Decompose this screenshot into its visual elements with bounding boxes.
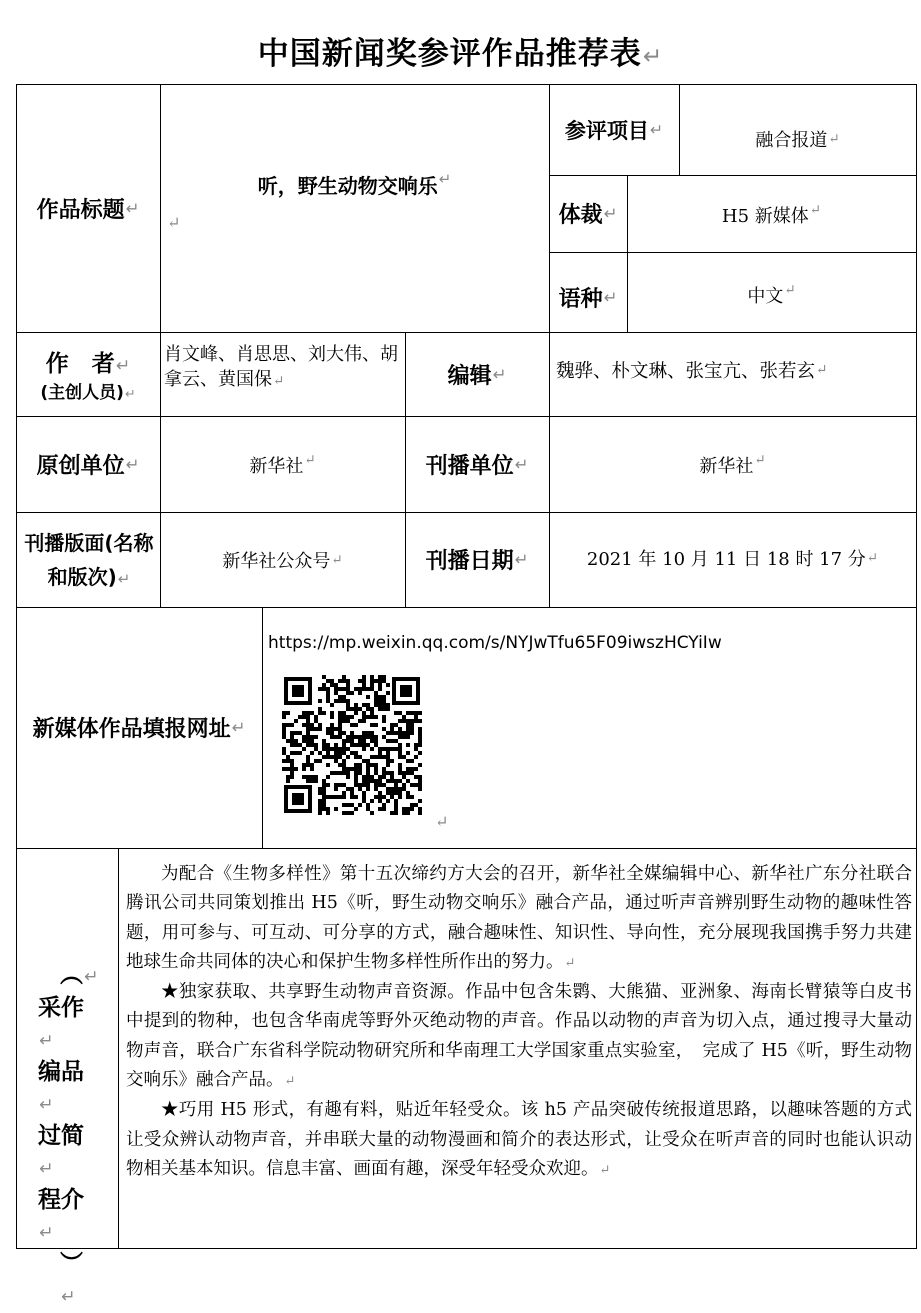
pub-date-label: 刊播日期 ↵: [425, 549, 529, 574]
pub-unit-label: 刊播单位 ↵: [425, 453, 529, 479]
editors-value: 魏骅、朴文琳、张宝亢、张若玄 ↵: [556, 361, 828, 382]
category-label: 参评项目 ↵: [564, 118, 664, 143]
process-summary: [126, 860, 912, 1185]
genre-label: 体裁 ↵: [558, 203, 618, 228]
author-label: 作 者↵ (主创人员)↵: [40, 351, 136, 403]
category-value: 融合报道 ↵: [755, 130, 840, 151]
summary-paragraph: 为配合《生物多样性》第十五次缔约方大会的召开，新华社全媒编辑中心、新华社广东分社联合腾讯公司共同策划推出 H5《听，野生动物交响乐》融合产品，通过听声音辨别野生动物的趣味性答题，用可参与、可互动、可分享的方式，融合趣味性、知识性、导向性，充分展现我国携手努力共建地球生命共同体的决心和保护生物多样性所作出的努力。↵: [126, 864, 912, 972]
url-label: 新媒体作品填报网址 ↵: [32, 717, 246, 742]
paragraph-mark-icon: ↵: [435, 812, 449, 831]
genre-value: H5 新媒体 ↵: [721, 202, 822, 227]
work-title-label: 作品标题 ↵: [36, 197, 140, 223]
authors-value: 肖文峰、肖思思、刘大伟、胡拿云、黄国保↵: [164, 344, 398, 390]
summary-paragraph: ★巧用 H5 形式，有趣有料，贴近年轻受众。该 h5 产品突破传统报道思路，以趣味答题的方式让受众辨认动物声音，并串联大量的动物漫画和简介的表达形式，让受众在听声音的同时也能认识动物相关基本知识。信息丰富、画面有趣，深受年轻受众欢迎。↵: [126, 1100, 912, 1179]
origin-unit-value: 新华社 ↵: [249, 452, 316, 477]
work-title-value: 听，野生动物交响乐 ↵: [257, 170, 452, 198]
language-value: 中文 ↵: [747, 282, 796, 307]
origin-unit-label: 原创单位 ↵: [36, 453, 140, 479]
pub-date-value: 2021 年 10 月 11 日 18 时 17 分 ↵: [586, 548, 879, 570]
pub-section-label: 刊播版面(名称和版次)↵: [24, 531, 154, 589]
language-label: 语种 ↵: [558, 286, 618, 312]
qr-code-image: [282, 675, 422, 815]
pub-section-value: 新华社公众号 ↵: [222, 550, 343, 572]
process-label: ︵↵ 采作↵ 编品↵ 过简↵ 程介↵ ︶↵: [38, 962, 99, 1307]
pub-unit-value: 新华社 ↵: [699, 452, 766, 477]
paragraph-mark-icon: ↵: [642, 43, 664, 70]
editor-label: 编辑 ↵: [447, 363, 507, 389]
paragraph-mark-icon: ↵: [167, 213, 181, 232]
summary-paragraph: ★独家获取、共享野生动物声音资源。作品中包含朱鹮、大熊猫、亚洲象、海南长臂猿等白皮书中提到的物种，也包含华南虎等野外灭绝动物的声音。作品以动物的声音为切入点，通过搜寻大量动物声音，联合广东省科学院动物研究所和华南理工大学国家重点实验室， 完成了 H5《听，野生动物交响乐》融合产品。↵: [126, 982, 912, 1091]
qr-code-graphic: [282, 675, 422, 815]
work-url-link[interactable]: https://mp.weixin.qq.com/s/NYJwTfu65F09iwszHCYiIw: [268, 633, 722, 653]
page-title: 中国新闻奖参评作品推荐表↵: [257, 36, 664, 72]
